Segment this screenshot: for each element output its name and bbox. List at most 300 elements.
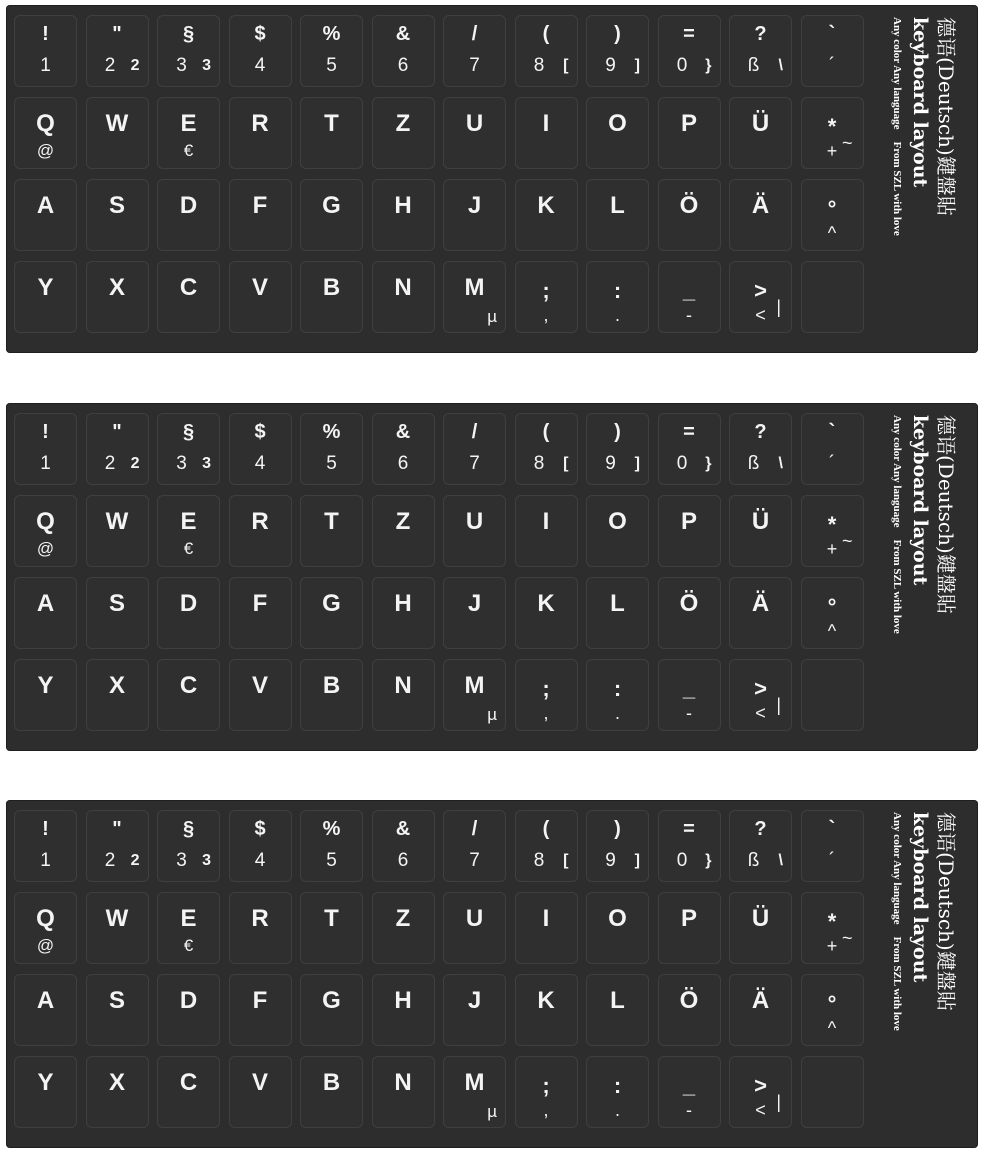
key-3: [157, 810, 220, 882]
sheet-label: [890, 17, 970, 342]
key-primary-label: I: [542, 508, 550, 535]
key-primary-label: N: [394, 1069, 412, 1096]
key-6: [372, 15, 435, 87]
key-base-label: ,: [543, 1100, 549, 1120]
key-dash: [658, 659, 721, 731]
key-primary-label: R: [251, 110, 269, 137]
key-base-label: <: [755, 1100, 766, 1120]
key-w: [86, 495, 149, 567]
key-dash: [658, 1056, 721, 1128]
key-x: [86, 659, 149, 731]
key-grid: [14, 413, 864, 731]
key-primary-label: M: [464, 1069, 485, 1096]
key-shift-label: %: [322, 818, 341, 840]
key-9: [586, 15, 649, 87]
key-sz: [729, 810, 792, 882]
key-shift-label: !: [42, 818, 49, 840]
key-primary-label: J: [467, 192, 482, 219]
key-primary-label: Y: [37, 274, 54, 301]
key-primary-label: V: [251, 1069, 268, 1096]
key-primary-label: Ö: [679, 590, 699, 617]
key-x: [86, 261, 149, 333]
key-shift-label: _: [682, 1073, 696, 1098]
key-oe: [658, 974, 721, 1046]
key-base-label: .: [614, 305, 620, 325]
key-base-label: 9: [605, 850, 616, 871]
key-i: [515, 495, 578, 567]
key-primary-label: L: [610, 987, 625, 1014]
key-primary-label: Y: [37, 672, 54, 699]
key-d: [157, 577, 220, 649]
key-shift-label: _: [682, 676, 696, 701]
key-primary-label: D: [179, 590, 198, 617]
key-6: [372, 413, 435, 485]
key-primary-label: J: [467, 987, 482, 1014]
key-grid: [14, 15, 864, 333]
key-base-label: .: [614, 703, 620, 723]
key-primary-label: C: [179, 672, 198, 699]
key-base-label: -: [686, 305, 692, 325]
key-n: [372, 261, 435, 333]
key-altgr-label: 3: [202, 57, 211, 74]
key-o: [586, 892, 649, 964]
key-primary-label: T: [324, 110, 339, 137]
key-primary-label: H: [394, 590, 412, 617]
sticker-sheet-2: [6, 403, 978, 751]
key-a: [14, 577, 77, 649]
key-primary-label: Ä: [751, 192, 770, 219]
key-altgr-label: 2: [130, 852, 140, 869]
key-primary-label: N: [394, 274, 412, 301]
label-subtitle: keyboard layout: [909, 415, 931, 586]
key-j: [443, 974, 506, 1046]
key-base-label: ´: [828, 453, 836, 474]
key-4: [229, 413, 292, 485]
key-t: [300, 892, 363, 964]
key-l: [586, 974, 649, 1046]
key-5: [300, 810, 363, 882]
key-primary-label: J: [467, 590, 482, 617]
key-0: [658, 15, 721, 87]
key-k: [515, 179, 578, 251]
key-shift-label: !: [42, 23, 49, 45]
label-title: 德语(Deutsch)鍵盤貼: [934, 812, 958, 1011]
key-primary-label: B: [322, 672, 341, 699]
key-primary-label: M: [464, 672, 485, 699]
sticker-sheet-3: [6, 800, 978, 1148]
key-base-label: 7: [469, 850, 480, 871]
key-shift-label: *: [827, 512, 837, 537]
key-x: [86, 1056, 149, 1128]
key-r: [229, 892, 292, 964]
key-primary-label: S: [108, 987, 125, 1014]
key-f: [229, 577, 292, 649]
key-base-label: ß: [747, 453, 760, 474]
key-blank: [801, 659, 864, 731]
key-shift-label: %: [322, 23, 341, 45]
label-title: 德语(Deutsch)鍵盤貼: [934, 415, 958, 614]
key-1: [14, 810, 77, 882]
key-c: [157, 1056, 220, 1128]
key-sz: [729, 15, 792, 87]
label-subtitle: keyboard layout: [909, 812, 931, 983]
key-primary-label: X: [108, 672, 125, 699]
key-7: [443, 15, 506, 87]
key-base-label: 5: [326, 55, 337, 76]
key-shift-label: >: [754, 1073, 767, 1098]
key-o: [586, 495, 649, 567]
key-n: [372, 1056, 435, 1128]
key-base-label: ^: [827, 621, 837, 641]
key-dash: [658, 261, 721, 333]
key-primary-label: F: [252, 192, 268, 219]
key-p: [658, 495, 721, 567]
key-9: [586, 413, 649, 485]
label-line1: Any color Any language: [891, 812, 903, 925]
key-4: [229, 15, 292, 87]
key-base-label: 3: [176, 453, 187, 474]
key-altgr-label: ~: [841, 928, 853, 948]
key-5: [300, 15, 363, 87]
key-primary-label: Ü: [751, 508, 770, 535]
key-altgr-label: }: [705, 455, 712, 472]
key-altgr-label: \: [778, 852, 783, 869]
key-k: [515, 974, 578, 1046]
key-shift-label: (: [542, 421, 550, 443]
sticker-sheet-1: [6, 5, 978, 353]
key-base-label: 9: [605, 453, 616, 474]
key-shift-label: %: [322, 421, 341, 443]
key-p: [658, 892, 721, 964]
key-base-label: 3: [176, 850, 187, 871]
key-base-label: 1: [40, 850, 51, 871]
key-base-label: 0: [676, 850, 688, 871]
sheet-label: [890, 415, 970, 740]
key-base-label: ,: [543, 305, 549, 325]
key-base-label: ^: [827, 223, 837, 243]
key-a: [14, 974, 77, 1046]
key-primary-label: F: [252, 590, 268, 617]
key-shift-label: *: [827, 909, 837, 934]
key-primary-label: Q: [36, 508, 55, 535]
key-shift-label: &: [395, 23, 411, 45]
key-primary-label: Y: [37, 1069, 54, 1096]
key-7: [443, 810, 506, 882]
key-secondary-label: €: [183, 141, 194, 160]
key-comma: [515, 659, 578, 731]
key-base-label: 4: [254, 453, 266, 474]
key-base-label: 7: [469, 55, 480, 76]
key-shift-label: §: [182, 23, 195, 45]
key-y: [14, 1056, 77, 1128]
key-shift-label: &: [395, 818, 411, 840]
key-altgr-label: \: [778, 455, 783, 472]
key-base-label: 9: [605, 55, 616, 76]
key-2: [86, 413, 149, 485]
key-base-label: +: [826, 141, 838, 161]
key-primary-label: I: [542, 905, 550, 932]
key-altgr-label: 3: [202, 852, 211, 869]
key-shift-label: ;: [542, 1073, 550, 1098]
key-base-label: 5: [326, 453, 337, 474]
key-blank: [801, 261, 864, 333]
key-w: [86, 97, 149, 169]
key-s: [86, 577, 149, 649]
key-n: [372, 659, 435, 731]
key-primary-label: K: [537, 987, 555, 1014]
key-base-label: 8: [533, 55, 545, 76]
key-2: [86, 810, 149, 882]
key-primary-label: Ä: [751, 987, 770, 1014]
key-u: [443, 97, 506, 169]
key-c: [157, 261, 220, 333]
key-v: [229, 659, 292, 731]
key-z: [372, 97, 435, 169]
key-base-label: +: [826, 936, 838, 956]
key-primary-label: N: [394, 672, 412, 699]
key-base-label: 8: [533, 453, 545, 474]
key-ue: [729, 892, 792, 964]
key-base-label: <: [755, 305, 766, 325]
key-primary-label: V: [251, 672, 268, 699]
label-line1: Any color Any language: [891, 415, 903, 528]
key-secondary-label: µ: [487, 1102, 497, 1121]
label-line2: From SZL with love: [891, 539, 903, 634]
key-degree: [801, 974, 864, 1046]
key-shift-label: ): [614, 818, 621, 840]
key-y: [14, 659, 77, 731]
key-base-label: -: [686, 703, 692, 723]
key-less: [729, 659, 792, 731]
key-primary-label: S: [108, 590, 125, 617]
key-5: [300, 413, 363, 485]
key-primary-label: E: [180, 110, 197, 137]
key-t: [300, 495, 363, 567]
key-accent: [801, 413, 864, 485]
key-shift-label: ;: [542, 278, 550, 303]
key-shift-label: ": [112, 818, 122, 840]
key-r: [229, 495, 292, 567]
key-altgr-label: |: [776, 1092, 781, 1112]
key-plus: [801, 495, 864, 567]
key-grid: [14, 810, 864, 1128]
key-primary-label: A: [36, 590, 55, 617]
key-period: [586, 261, 649, 333]
key-primary-label: Ü: [751, 905, 770, 932]
key-h: [372, 577, 435, 649]
key-shift-label: `: [828, 818, 836, 840]
key-oe: [658, 577, 721, 649]
key-shift-label: °: [827, 594, 837, 619]
key-base-label: 8: [533, 850, 545, 871]
key-d: [157, 974, 220, 1046]
key-shift-label: ?: [754, 421, 767, 443]
key-accent: [801, 810, 864, 882]
key-base-label: 5: [326, 850, 337, 871]
key-o: [586, 97, 649, 169]
key-primary-label: W: [105, 110, 129, 137]
key-3: [157, 413, 220, 485]
label-line2: From SZL with love: [891, 141, 903, 236]
key-shift-label: _: [682, 278, 696, 303]
key-b: [300, 1056, 363, 1128]
key-base-label: <: [755, 703, 766, 723]
key-e: [157, 892, 220, 964]
key-primary-label: G: [322, 192, 341, 219]
key-shift-label: °: [827, 196, 837, 221]
key-primary-label: Ü: [751, 110, 770, 137]
key-shift-label: ": [112, 23, 122, 45]
key-plus: [801, 97, 864, 169]
key-base-label: ´: [828, 55, 836, 76]
key-primary-label: L: [610, 192, 625, 219]
sheet-label: [890, 812, 970, 1137]
key-ue: [729, 495, 792, 567]
key-primary-label: I: [542, 110, 550, 137]
key-q: [14, 97, 77, 169]
key-1: [14, 413, 77, 485]
key-d: [157, 179, 220, 251]
key-altgr-label: \: [778, 57, 783, 74]
key-primary-label: K: [537, 590, 555, 617]
key-2: [86, 15, 149, 87]
key-primary-label: Q: [36, 905, 55, 932]
key-a: [14, 179, 77, 251]
key-0: [658, 810, 721, 882]
key-comma: [515, 261, 578, 333]
key-base-label: 3: [176, 55, 187, 76]
key-altgr-label: |: [776, 297, 781, 317]
key-primary-label: D: [179, 192, 198, 219]
key-shift-label: §: [182, 421, 195, 443]
key-v: [229, 261, 292, 333]
key-primary-label: H: [394, 987, 412, 1014]
key-primary-label: R: [251, 508, 269, 535]
key-ae: [729, 179, 792, 251]
key-shift-label: `: [828, 421, 836, 443]
key-plus: [801, 892, 864, 964]
key-g: [300, 577, 363, 649]
key-altgr-label: [: [563, 852, 569, 869]
label-line1: Any color Any language: [891, 17, 903, 130]
key-base-label: 4: [254, 850, 266, 871]
key-shift-label: :: [613, 1073, 622, 1098]
key-shift-label: >: [754, 676, 767, 701]
key-shift-label: =: [683, 23, 695, 45]
key-primary-label: X: [108, 274, 125, 301]
key-primary-label: P: [680, 905, 697, 932]
key-altgr-label: ]: [634, 57, 640, 74]
key-period: [586, 1056, 649, 1128]
key-secondary-label: @: [36, 141, 55, 160]
key-shift-label: $: [254, 421, 266, 443]
key-h: [372, 974, 435, 1046]
key-shift-label: /: [471, 23, 478, 45]
key-shift-label: !: [42, 421, 49, 443]
key-base-label: ß: [747, 850, 760, 871]
key-shift-label: ?: [754, 818, 767, 840]
key-y: [14, 261, 77, 333]
key-b: [300, 261, 363, 333]
key-altgr-label: }: [705, 852, 712, 869]
key-primary-label: L: [610, 590, 625, 617]
key-base-label: -: [686, 1100, 692, 1120]
key-g: [300, 974, 363, 1046]
key-shift-label: §: [182, 818, 195, 840]
key-altgr-label: [: [563, 455, 569, 472]
key-primary-label: Q: [36, 110, 55, 137]
key-h: [372, 179, 435, 251]
key-ae: [729, 974, 792, 1046]
key-shift-label: =: [683, 818, 695, 840]
key-shift-label: :: [613, 278, 622, 303]
key-base-label: ´: [828, 850, 836, 871]
key-shift-label: =: [683, 421, 695, 443]
key-p: [658, 97, 721, 169]
key-primary-label: Ä: [751, 590, 770, 617]
key-base-label: 7: [469, 453, 480, 474]
key-shift-label: /: [471, 421, 478, 443]
key-q: [14, 892, 77, 964]
key-shift-label: ;: [542, 676, 550, 701]
key-base-label: .: [614, 1100, 620, 1120]
key-primary-label: E: [180, 508, 197, 535]
key-shift-label: *: [827, 114, 837, 139]
key-altgr-label: |: [776, 695, 781, 715]
key-shift-label: ): [614, 421, 621, 443]
key-base-label: 6: [397, 850, 409, 871]
key-degree: [801, 577, 864, 649]
key-secondary-label: µ: [487, 307, 497, 326]
key-primary-label: E: [180, 905, 197, 932]
key-primary-label: O: [608, 905, 627, 932]
key-primary-label: O: [608, 508, 627, 535]
key-b: [300, 659, 363, 731]
key-shift-label: °: [827, 991, 837, 1016]
key-1: [14, 15, 77, 87]
key-m: [443, 659, 506, 731]
key-t: [300, 97, 363, 169]
label-subtitle: keyboard layout: [909, 17, 931, 188]
key-primary-label: Z: [395, 508, 411, 535]
key-period: [586, 659, 649, 731]
key-base-label: 1: [40, 453, 51, 474]
key-4: [229, 810, 292, 882]
key-e: [157, 97, 220, 169]
key-m: [443, 261, 506, 333]
key-base-label: 1: [40, 55, 51, 76]
key-primary-label: O: [608, 110, 627, 137]
key-altgr-label: 3: [202, 455, 211, 472]
key-l: [586, 179, 649, 251]
key-primary-label: A: [36, 987, 55, 1014]
key-primary-label: H: [394, 192, 412, 219]
key-w: [86, 892, 149, 964]
key-primary-label: U: [465, 110, 484, 137]
key-primary-label: Ö: [679, 987, 699, 1014]
key-8: [515, 15, 578, 87]
key-oe: [658, 179, 721, 251]
key-primary-label: G: [322, 590, 341, 617]
key-primary-label: B: [322, 274, 341, 301]
key-base-label: 2: [104, 55, 116, 76]
key-primary-label: Ö: [679, 192, 699, 219]
key-primary-label: P: [680, 110, 697, 137]
key-base-label: ^: [827, 1018, 837, 1038]
key-blank: [801, 1056, 864, 1128]
key-altgr-label: ~: [841, 133, 853, 153]
key-3: [157, 15, 220, 87]
